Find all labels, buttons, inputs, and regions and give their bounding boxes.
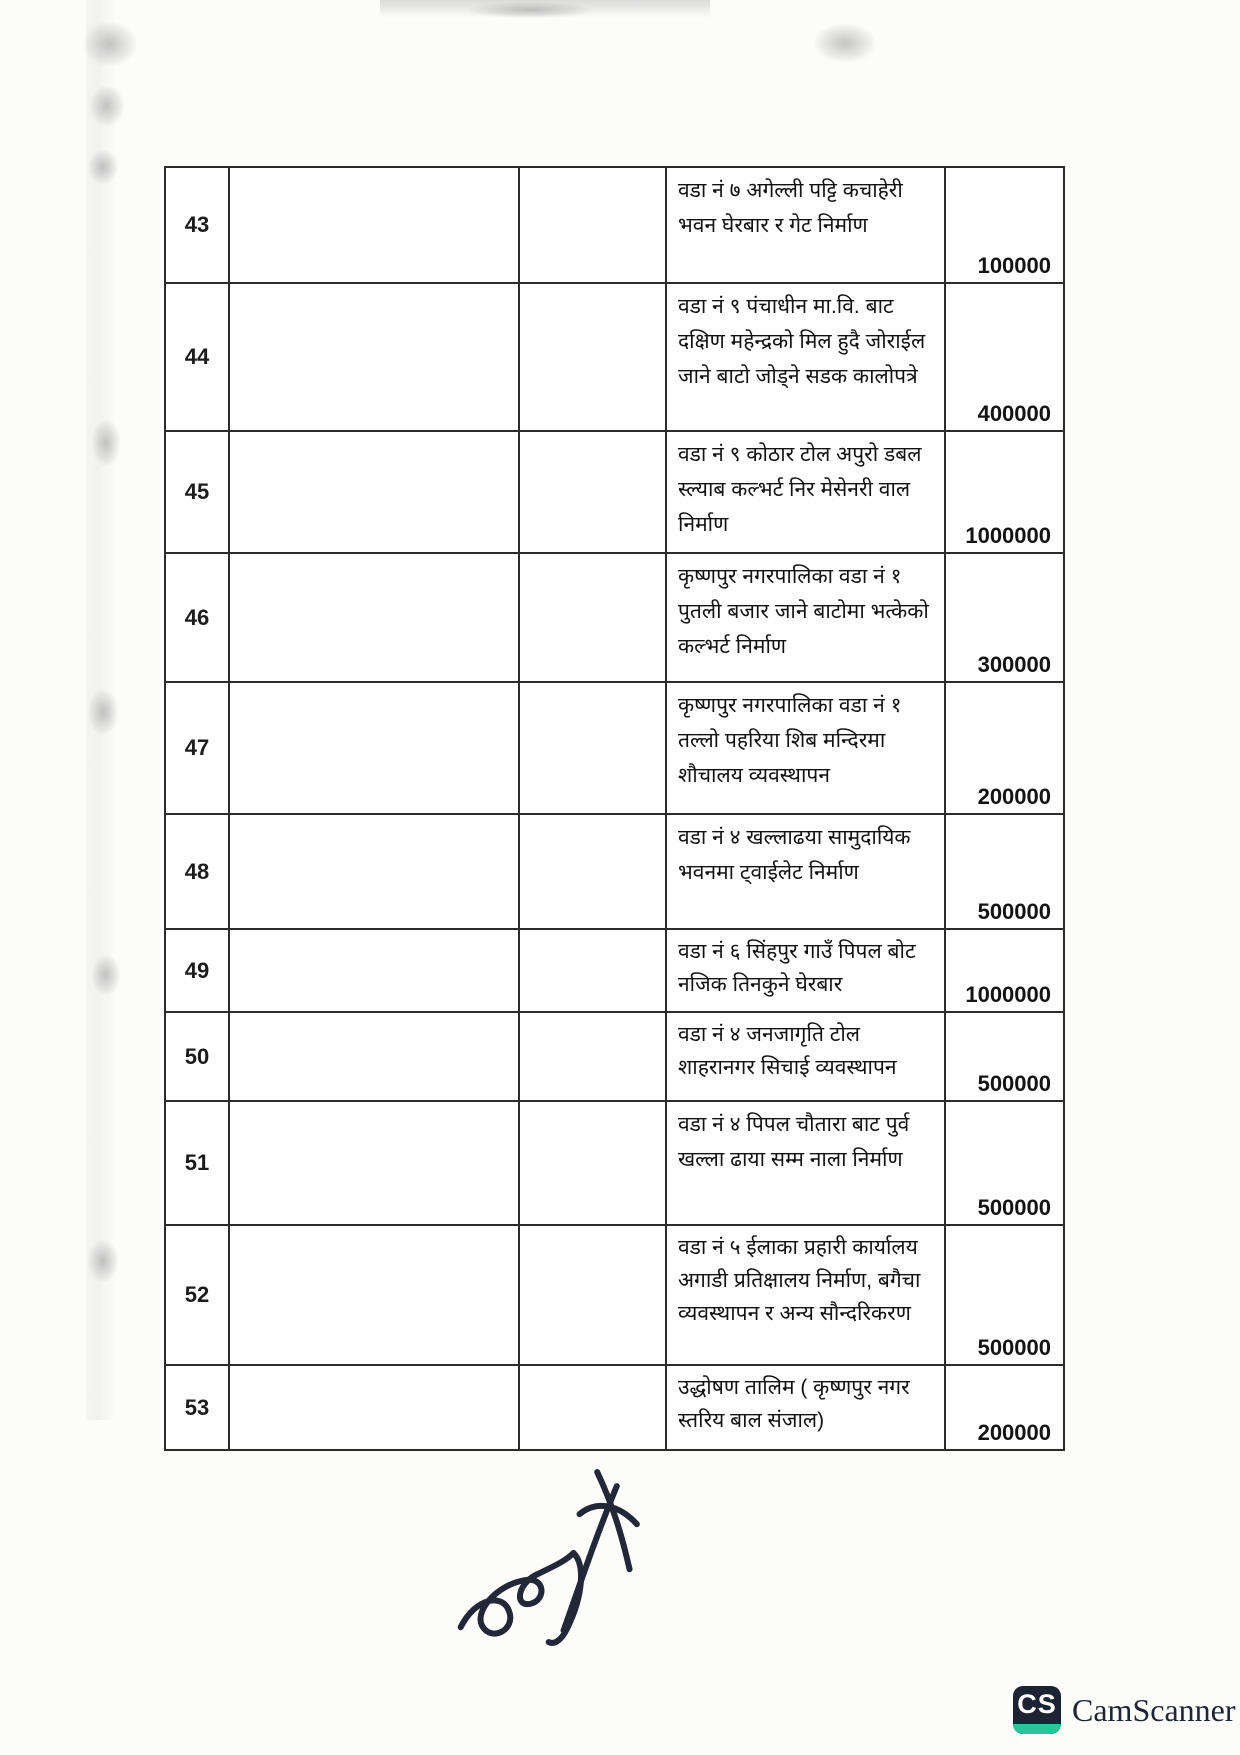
- row-serial: 52: [166, 1226, 230, 1364]
- row-serial: 48: [166, 815, 230, 928]
- row-description: कृष्णपुर नगरपालिका वडा नं १ तल्लो पहरिया शिब मन्दिरमा शौचालय व्यवस्थापन: [667, 683, 946, 813]
- empty-cell: [520, 284, 667, 430]
- scan-smudge: [92, 420, 120, 466]
- row-description: कृष्णपुर नगरपालिका वडा नं १ पुतली बजार जाने बाटोमा भत्केको कल्भर्ट निर्माण: [667, 554, 946, 681]
- scan-smudge: [88, 690, 118, 734]
- handwritten-signature: [428, 1445, 700, 1670]
- empty-cell: [520, 930, 667, 1011]
- table-row: [166, 930, 1063, 1013]
- row-serial: 50: [166, 1013, 230, 1100]
- row-description: वडा नं ७ अगेल्ली पट्टि कचाहेरी भवन घेरबार र गेट निर्माण: [667, 168, 946, 282]
- scan-smudge: [90, 86, 124, 126]
- table-row: [166, 683, 1063, 815]
- row-serial: 44: [166, 284, 230, 430]
- empty-cell: [520, 683, 667, 813]
- row-serial: 49: [166, 930, 230, 1011]
- row-description: उद्धोषण तालिम ( कृष्णपुर नगर स्तरिय बाल संजाल): [667, 1366, 946, 1449]
- empty-cell: [520, 432, 667, 552]
- camscanner-logo-text: CS: [1017, 1689, 1057, 1719]
- row-amount: 400000: [977, 401, 1051, 426]
- empty-cell: [230, 1366, 520, 1449]
- row-serial: 53: [166, 1366, 230, 1449]
- empty-cell: [230, 432, 520, 552]
- scan-smudge: [88, 1240, 118, 1282]
- row-amount: 200000: [977, 784, 1051, 809]
- table-row: [166, 284, 1063, 432]
- empty-cell: [230, 930, 520, 1011]
- row-amount: 1000000: [965, 523, 1051, 548]
- row-description: वडा नं ५ ईलाका प्रहारी कार्यालय अगाडी प्रतिक्षालय निर्माण, बगैचा व्यवस्थापन र अन्य सौन्दरिकरण: [667, 1226, 946, 1364]
- scan-smudge: [84, 22, 136, 66]
- empty-cell: [230, 1013, 520, 1100]
- row-amount: 500000: [977, 1195, 1051, 1220]
- empty-cell: [520, 815, 667, 928]
- row-amount: 100000: [977, 253, 1051, 278]
- empty-cell: [230, 554, 520, 681]
- row-serial: 45: [166, 432, 230, 552]
- row-description: वडा नं ६ सिंहपुर गाउँ पिपल बोट नजिक तिनकुने घेरबार: [667, 930, 946, 1011]
- empty-cell: [520, 554, 667, 681]
- scan-edge-artifact: [86, 0, 116, 1420]
- scan-smudge: [88, 150, 118, 184]
- row-amount: 300000: [977, 652, 1051, 677]
- row-amount: 1000000: [965, 982, 1051, 1007]
- row-serial: 47: [166, 683, 230, 813]
- empty-cell: [520, 1102, 667, 1224]
- empty-cell: [520, 1226, 667, 1364]
- empty-cell: [520, 168, 667, 282]
- row-serial: 51: [166, 1102, 230, 1224]
- row-description: वडा नं ९ कोठार टोल अपुरो डबल स्ल्याब कल्भर्ट निर मेसेनरी वाल निर्माण: [667, 432, 946, 552]
- table-row: [166, 554, 1063, 683]
- empty-cell: [230, 815, 520, 928]
- camscanner-logo-icon: [1013, 1686, 1061, 1734]
- scan-top-artifact: [380, 0, 710, 18]
- empty-cell: [230, 1102, 520, 1224]
- table-row: [166, 432, 1063, 554]
- row-amount: 200000: [977, 1420, 1051, 1445]
- row-description: वडा नं ४ जनजागृति टोल शाहरानगर सिचाई व्यवस्थापन: [667, 1013, 946, 1100]
- row-serial: 43: [166, 168, 230, 282]
- row-serial: 46: [166, 554, 230, 681]
- empty-cell: [230, 1226, 520, 1364]
- empty-cell: [520, 1013, 667, 1100]
- scan-smudge: [470, 2, 590, 18]
- row-description: वडा नं ९ पंचाधीन मा.वि. बाट दक्षिण महेन्द्रको मिल हुदै जोराईल जाने बाटो जोड्ने सडक कालोपत्रे: [667, 284, 946, 430]
- table-row: [166, 1102, 1063, 1226]
- row-amount: 500000: [977, 1335, 1051, 1360]
- row-amount: 500000: [977, 899, 1051, 924]
- row-description: वडा नं ४ खल्लाढया सामुदायिक भवनमा ट्वाईलेट निर्माण: [667, 815, 946, 928]
- row-description: वडा नं ४ पिपल चौतारा बाट पुर्व खल्ला ढाया सम्म नाला निर्माण: [667, 1102, 946, 1224]
- empty-cell: [230, 168, 520, 282]
- budget-table: [164, 166, 1065, 1451]
- scan-smudge: [92, 955, 120, 995]
- camscanner-brand-name: CamScanner: [1072, 1692, 1236, 1728]
- row-amount: 500000: [977, 1071, 1051, 1096]
- camscanner-logo-bar: [1013, 1724, 1061, 1734]
- table-row: [166, 168, 1063, 284]
- table-row: [166, 1013, 1063, 1102]
- empty-cell: [520, 1366, 667, 1449]
- empty-cell: [230, 683, 520, 813]
- table-row: [166, 1226, 1063, 1366]
- table-row: [166, 815, 1063, 930]
- empty-cell: [230, 284, 520, 430]
- table-row: [166, 1366, 1063, 1449]
- scan-smudge: [815, 24, 875, 62]
